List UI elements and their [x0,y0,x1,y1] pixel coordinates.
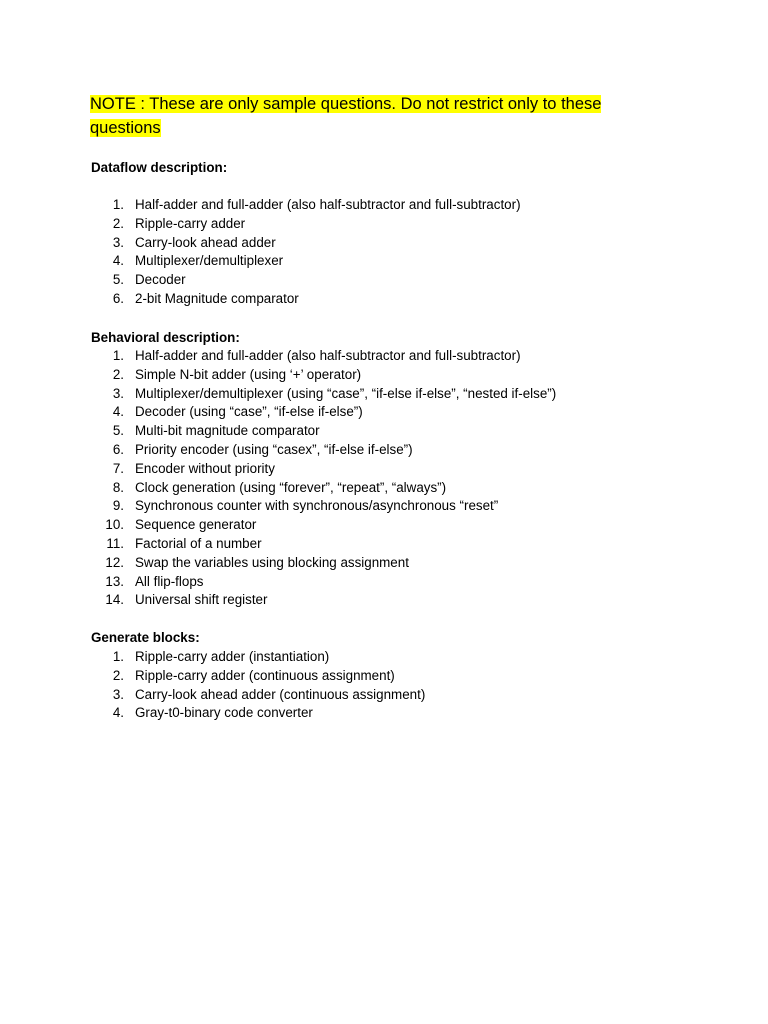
list-item-number: 1. [112,197,124,212]
list-item-number: 12. [105,554,124,570]
list-item-number: 5. [112,423,124,439]
list-item-number: 3. [112,234,124,250]
list-item-number: 11. [106,535,124,551]
note-text [90,93,650,140]
section-heading-behavioral: Behavioral description: [91,330,240,345]
list-item-text: All flip-flops [135,573,204,589]
note-highlight: NOTE : These are only sample questions. Do not restrict only to these questions [90,95,602,137]
list-item-text: Ripple-carry adder (instantiation) [135,649,330,664]
list-item-text: Clock generation (using “forever”, “repeat”, “always”) [135,479,447,495]
list-item-text: Ripple-carry adder (continuous assignment) [135,667,395,683]
list-item-number: 2. [112,215,124,231]
list-item-text: Carry-look ahead adder (continuous assignment) [135,686,426,702]
list-item-number: 1. [112,649,124,664]
section-heading-generate: Generate blocks: [91,630,200,645]
list-item-text: Factorial of a number [135,535,262,551]
list-item-number: 5. [112,272,124,288]
list-item-number: 6. [112,441,124,457]
list-item-text: Multi-bit magnitude comparator [135,423,320,439]
list-item-number: 3. [112,385,124,401]
list-item-text: Multiplexer/demultiplexer [135,253,284,269]
list-item-text: Priority encoder (using “casex”, “if-else if-else”) [135,441,413,457]
list-item-number: 2. [112,667,124,683]
section-heading-dataflow: Dataflow description: [91,160,228,175]
list-item-number: 4. [112,705,124,721]
list-item-text: Decoder (using “case”, “if-else if-else”) [135,404,363,420]
list-item-text: Decoder [135,272,186,288]
list-item-number: 13. [105,573,124,589]
list-item-number: 4. [112,253,124,269]
list-item-text: Carry-look ahead adder [135,234,276,250]
list-item-text: Gray-t0-binary code converter [135,705,313,721]
list-item-number: 4. [112,404,124,420]
list-item-number: 1. [112,348,124,363]
list-item-number: 7. [112,460,124,476]
list-item-number: 2. [112,366,124,382]
list-item-text: Universal shift register [135,592,268,608]
list-item-text: 2-bit Magnitude comparator [135,290,299,306]
list-item-text: Simple N-bit adder (using ‘+’ operator) [135,366,362,382]
list-item-number: 3. [112,686,124,702]
list-item-text: Ripple-carry adder [135,215,246,231]
list-item-number: 6. [112,290,124,306]
list-item-text: Encoder without priority [135,460,275,476]
list-item-number: 8. [112,479,124,495]
list-item-number: 10. [105,517,124,533]
list-item-number: 9. [112,498,124,514]
list-item-text: Sequence generator [135,517,257,533]
list-item-number: 14. [105,592,124,608]
list-item-text: Swap the variables using blocking assignment [135,554,409,570]
list-item-text: Synchronous counter with synchronous/asynchronous “reset” [135,498,499,514]
list-item-text: Half-adder and full-adder (also half-subtractor and full-subtractor) [135,348,521,363]
list-item-text: Half-adder and full-adder (also half-subtractor and full-subtractor) [135,197,521,212]
list-item-text: Multiplexer/demultiplexer (using “case”, “if-else if-else”, “nested if-else”) [135,385,557,401]
